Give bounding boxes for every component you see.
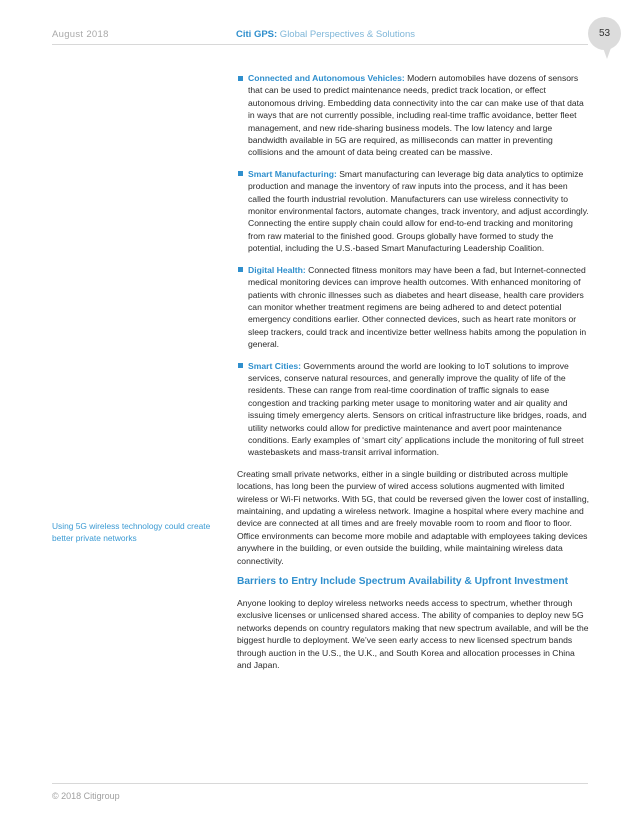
bullet-text: Smart manufacturing can leverage big data analytics to optimize production and manage the inventory of raw inputs into the process, and it has been called the fourth industrial revolution. Manufacturers can use wireless connectivity to monitor environmental factors, automate changes, track inventory, and adjust accordingly. Connecting the entire supply chain could allow for end-to-end tracking and monitoring from raw material to the finished good. Groups globally have formed to study the potential, including the U.S.-based Smart Manufacturing Leadership Coalition.	[248, 168, 589, 254]
page-number-badge	[588, 17, 624, 63]
page-header	[0, 0, 640, 60]
margin-note: Using 5G wireless technology could create better private networks	[52, 521, 211, 543]
header-date: August 2018	[52, 29, 109, 40]
page-number-tail	[602, 45, 612, 59]
bullet-text: Modern automobiles have dozens of sensors that can be used to predict maintenance needs, predict track location, or effect autonomous driving. Embedding data connectivity into the car can make use of that data in ways that are not currently possible, including real-time traffic avoidance, better fleet management, and new ride-sharing business models. The low latency and large bandwidth available in 5G are required, as milliseconds can matter in preventing collisions and the amount of data being created can be massive.	[248, 73, 584, 158]
paragraph-barriers: Anyone looking to deploy wireless networks needs access to spectrum, whether through exclusive licenses or unlicensed shared access. The ability of companies to deploy new 5G networks depends on country regulators making that new spectrum available, and will be the biggest hurdle to deployment. We’ve seen early access to new licensed spectrum bands through auction in the U.S., the U.K., and South Korea and allocation processes in China and Japan.	[237, 598, 589, 671]
bullet-connected-vehicles	[237, 72, 589, 159]
bullet-square-icon	[238, 267, 243, 272]
header-divider	[52, 44, 588, 45]
bullet-digital-health	[237, 264, 589, 351]
header-title	[236, 29, 415, 40]
header-brand: Citi GPS:	[236, 29, 278, 40]
bullet-keyword: Connected and Autonomous Vehicles:	[248, 73, 405, 83]
bullet-keyword: Digital Health:	[248, 264, 306, 275]
bullet-list	[237, 72, 589, 459]
bullet-text: Connected fitness monitors may have been a fad, but Internet-connected medical monitoring devices can improve health outcomes. With enhanced monitoring of patients with chronic illnesses such as diabetes and heart disease, health care providers can monitor whether treatment regimens are being adhered to and detect potential emergency conditions earlier. Other connected devices, such as heart rate monitors or sleep trackers, could track and incentivize better wellness habits among the population in general.	[248, 264, 587, 350]
footer-copyright: © 2018 Citigroup	[52, 791, 120, 801]
bullet-keyword: Smart Manufacturing:	[248, 168, 337, 179]
section-heading: Barriers to Entry Include Spectrum Availability & Upfront Investment	[237, 576, 568, 588]
paragraph-private-networks: Creating small private networks, either in a single building or distributed across multiple locations, has long been the purview of wired access solutions augmented with limited wireless or Wi-Fi networks. With 5G, that could be reversed given the lower cost of installing, maintaining, and updating a wireless network. Imagine a hospital where every machine and device are connected at all times and are freely movable room to room and floor to floor. Office environments can become more mobile and adaptable with employees taking devices anywhere in the building, or even outside the building, while maintaining wireless data connectivity.	[237, 468, 590, 566]
bullet-square-icon	[238, 363, 243, 368]
main-content	[237, 72, 589, 680]
bullet-square-icon	[238, 76, 243, 81]
bullet-smart-manufacturing	[237, 168, 589, 255]
bullet-smart-cities	[237, 360, 589, 459]
page-number: 53	[588, 17, 621, 50]
bullet-square-icon	[238, 171, 243, 176]
bullet-text: Governments around the world are looking to IoT solutions to improve services, conserve natural resources, and generally improve the quality of life of the residents. These can range from real-time coordination of traffic signals to ease congestion and tracking parking meter usage to monitoring water and air quality and issuing timely emergency alerts. Sensors on critical infrastructure like bridges, roads, and utility networks could allow for predictive maintenance and avert poor maintenance conditions. Early examples of ‘smart city’ applications include the monitoring of full street wastebaskets and mass-transit arrival information.	[248, 360, 587, 458]
header-subtitle: Global Perspectives & Solutions	[277, 29, 415, 40]
footer-divider	[52, 783, 588, 784]
bullet-keyword: Smart Cities:	[248, 360, 302, 371]
